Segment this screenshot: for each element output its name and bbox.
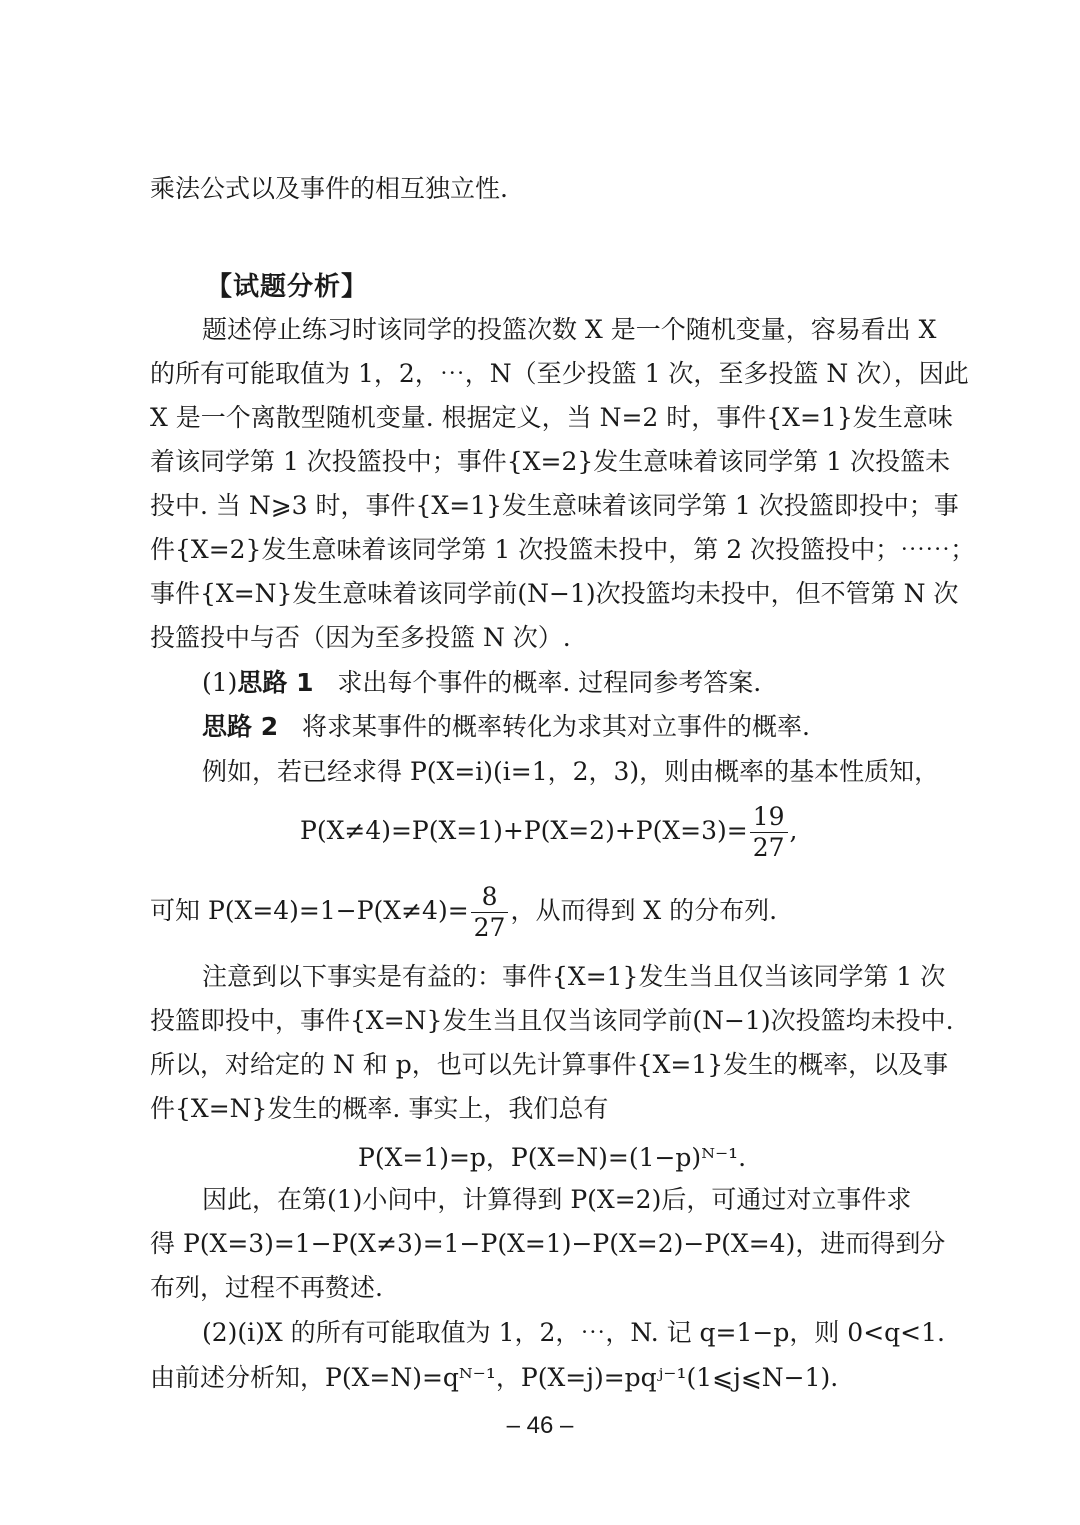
text-line: 投中. 当 N⩾3 时，事件{X=1}发生意味着该同学第 1 次投篮即投中；事	[150, 491, 959, 520]
idea-1-prefix: (1)	[202, 668, 238, 697]
fraction-numerator: 8	[481, 882, 498, 911]
text-line: 得 P(X=3)=1−P(X≠3)=1−P(X=1)−P(X=2)−P(X=4)，进而得到分	[150, 1229, 946, 1258]
formula-boundary-probabilities: P(X=1)=p，P(X=N)=(1−p)ᴺ⁻¹.	[358, 1143, 747, 1172]
text-line: 题述停止练习时该同学的投篮次数 X 是一个随机变量，容易看出 X	[202, 315, 937, 344]
text-line: 布列，过程不再赘述.	[150, 1273, 383, 1302]
text-line: 件{X=2}发生意味着该同学第 1 次投篮未投中，第 2 次投篮投中；⋯⋯；	[150, 535, 976, 564]
text-line: 件{X=N}发生的概率. 事实上，我们总有	[150, 1094, 609, 1123]
text-line: (2)(ⅰ)X 的所有可能取值为 1，2，⋯，N. 记 q=1−p，则 0<q<1.	[202, 1318, 945, 1347]
text-line: 投篮即投中，事件{X=N}发生当且仅当该同学前(N−1)次投篮均未投中.	[150, 1006, 954, 1035]
idea-1-line	[202, 666, 940, 700]
formula-tail: ,	[789, 816, 798, 845]
idea-2-line	[202, 710, 940, 744]
page-number: – 46 –	[506, 1412, 574, 1439]
formula-prefix: 可知 P(X=4)=1−P(X≠4)=	[150, 896, 469, 925]
fraction-denominator: 27	[750, 832, 788, 863]
formula-p-x-4	[150, 882, 777, 943]
example-line: 例如，若已经求得 P(X=i)(i=1，2，3)，则由概率的基本性质知，	[202, 757, 940, 786]
text-line: 注意到以下事实是有益的：事件{X=1}发生当且仅当该同学第 1 次	[202, 962, 946, 991]
formula-p-x-not-4	[300, 802, 797, 863]
fraction-numerator: 19	[752, 802, 785, 831]
continued-text: 乘法公式以及事件的相互独立性.	[150, 174, 508, 203]
idea-2-label: 思路 2	[202, 712, 279, 741]
section-heading: 【试题分析】	[206, 272, 369, 302]
idea-1-label: 思路 1	[237, 668, 314, 697]
text-line: 所以，对给定的 N 和 p，也可以先计算事件{X=1}发生的概率，以及事	[150, 1050, 949, 1079]
idea-1-text: 求出每个事件的概率. 过程同参考答案.	[337, 668, 762, 697]
text-line: 着该同学第 1 次投篮投中；事件{X=2}发生意味着该同学第 1 次投篮未	[150, 447, 951, 476]
fraction-denominator: 27	[471, 912, 509, 943]
text-line: 投篮投中与否（因为至多投篮 N 次）.	[150, 623, 571, 652]
text-line: 的所有可能取值为 1，2，⋯，N（至少投篮 1 次，至多投篮 N 次），因此	[150, 359, 969, 388]
formula-lhs: P(X≠4)=P(X=1)+P(X=2)+P(X=3)=	[300, 816, 748, 845]
text-line: 因此，在第(1)小问中，计算得到 P(X=2)后，可通过对立事件求	[202, 1185, 912, 1214]
text-line: X 是一个离散型随机变量. 根据定义，当 N=2 时，事件{X=1}发生意味	[150, 403, 953, 432]
text-line: 事件{X=N}发生意味着该同学前(N−1)次投篮均未投中，但不管第 N 次	[150, 579, 959, 608]
fraction-8-27	[471, 882, 509, 943]
fraction-19-27	[750, 802, 788, 863]
idea-2-text: 将求某事件的概率转化为求其对立事件的概率.	[301, 712, 810, 741]
text-line: 由前述分析知，P(X=N)=qᴺ⁻¹，P(X=j)=pqʲ⁻¹(1⩽j⩽N−1).	[150, 1363, 839, 1392]
formula-suffix: ，从而得到 X 的分布列.	[510, 896, 778, 925]
